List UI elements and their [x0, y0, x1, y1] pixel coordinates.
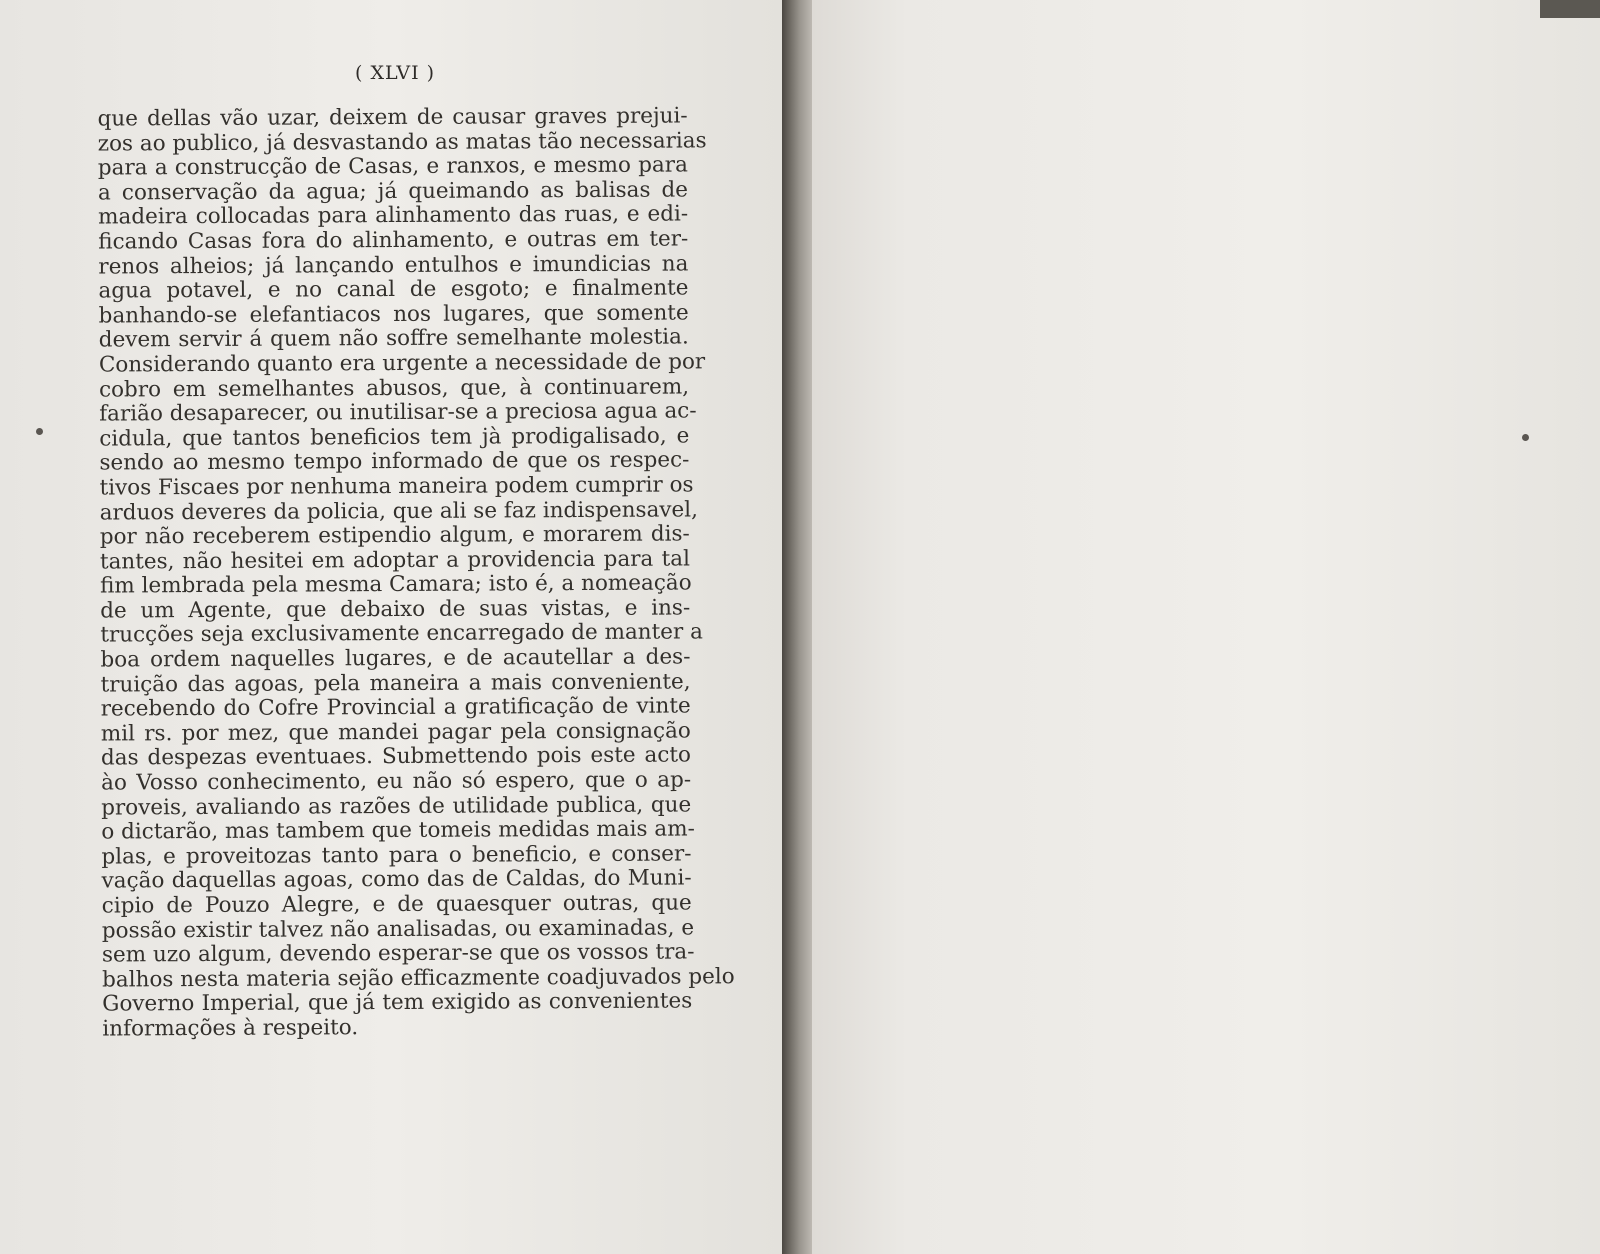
- text-line: tivos Fiscaes por nenhuma maneira podem cumprir os: [99, 472, 694, 501]
- text-line: devem servir á quem não soffre semelhante molestia.: [98, 324, 689, 353]
- text-line: sendo ao mesmo tempo informado de que os respec-: [99, 447, 690, 476]
- text-line: das despezas eventuaes. Submettendo pois este acto: [100, 742, 692, 771]
- text-line: arduos deveres da policia, que ali se faz indispensavel,: [99, 496, 699, 526]
- text-line: zos ao publico, já desvastando as matas tão necessarias: [97, 127, 707, 157]
- text-line: Governo Imperial, que já tem exigido as convenientes: [102, 988, 693, 1017]
- left-page: [0, 0, 782, 1254]
- text-line: que dellas vão uzar, deixem de causar graves prejui-: [97, 103, 688, 132]
- text-line: trucções seja exclusivamente encarregado de manter a: [100, 619, 703, 649]
- text-line: fim lembrada pela mesma Camara; isto é, a nomeação: [99, 570, 692, 599]
- text-line: informações à respeito.: [102, 1015, 359, 1042]
- text-line: madeira collocadas para alinhamento das ruas, e edi-: [98, 201, 689, 230]
- text-line: banhando-se elefantiacos nos lugares, que somente: [98, 300, 689, 329]
- left-text-block: [97, 103, 735, 1042]
- left-folio: ( XLVI ): [355, 62, 436, 84]
- text-line: farião desaparecer, ou inutilisar-se a preciosa agua ac-: [99, 398, 697, 427]
- text-line: ào Vosso conhecimento, eu não só espero, que o ap-: [101, 767, 692, 796]
- right-page: [812, 0, 1600, 1254]
- text-line: cipio de Pouzo Alegre, e de quaesquer outras, que: [101, 890, 692, 919]
- text-line: truição das agoas, pela maneira a mais conveniente,: [100, 669, 691, 698]
- text-line: vação daquellas agoas, como das de Caldas, do Muni-: [101, 865, 692, 894]
- book-gutter: [782, 0, 812, 1254]
- text-line: boa ordem naquelles lugares, e de acautellar a des-: [100, 644, 691, 673]
- text-line: o dictarão, mas tambem que tomeis medidas mais am-: [101, 816, 695, 845]
- text-line: sem uzo algum, devendo esperar-se que os vossos tra-: [101, 939, 695, 968]
- text-line: proveis, avaliando as razões de utilidade publica, que: [101, 792, 692, 821]
- text-line: recebendo do Cofre Provincial a gratificação de vinte: [100, 693, 691, 722]
- text-line: agua potavel, e no canal de esgoto; e finalmente: [98, 275, 689, 304]
- margin-dot-right: [1522, 434, 1529, 441]
- text-line: renos alheios; já lançando entulhos e imundicias na: [98, 251, 689, 280]
- scan-edge: [1540, 0, 1600, 18]
- text-line: para a construcção de Casas, e ranxos, e mesmo para: [97, 152, 688, 181]
- text-line: possão existir talvez não analisadas, ou examinadas, e: [101, 915, 695, 944]
- text-line: Considerando quanto era urgente a necessidade de por: [98, 349, 706, 378]
- text-line: plas, e proveitozas tanto para o beneficio, e conser-: [101, 841, 692, 870]
- text-line: tantes, não hesitei em adoptar a providencia para tal: [99, 546, 690, 575]
- margin-dot: [36, 428, 43, 435]
- text-line: a conservação da agua; já queimando as balisas de: [97, 177, 689, 206]
- text-line: cidula, que tantos beneficios tem jà prodigalisado, e: [99, 423, 690, 452]
- text-line: balhos nesta materia sejão efficazmente coadjuvados pelo: [102, 964, 735, 993]
- text-line: mil rs. por mez, que mandei pagar pela consignação: [100, 718, 691, 747]
- text-line: cobro em semelhantes abusos, que, à continuarem,: [98, 373, 690, 403]
- text-line: ficando Casas fora do alinhamento, e outras em ter-: [98, 226, 689, 255]
- text-line: de um Agente, que debaixo de suas vistas, e ins-: [100, 595, 691, 624]
- text-line: por não receberem estipendio algum, e morarem dis-: [99, 521, 690, 550]
